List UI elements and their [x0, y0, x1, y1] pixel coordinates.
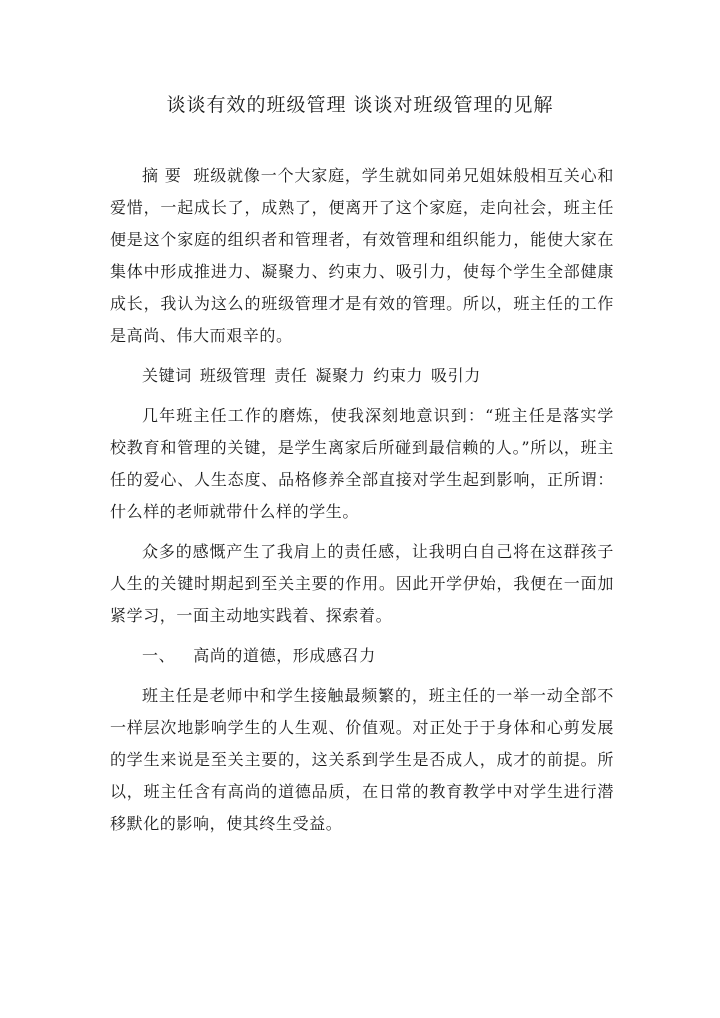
- abstract-label: 摘 要: [142, 166, 182, 185]
- keyword-item: 责任: [274, 366, 308, 385]
- keyword-item: 吸引力: [431, 366, 481, 385]
- keyword-item: 约束力: [373, 366, 424, 385]
- keywords-line: [110, 360, 614, 392]
- abstract-paragraph: [110, 160, 614, 352]
- section-heading: [110, 640, 614, 672]
- keyword-item: 班级管理: [199, 366, 267, 385]
- document-title: 谈谈有效的班级管理 谈谈对班级管理的见解: [166, 94, 554, 116]
- document-body: [110, 160, 614, 840]
- section-paragraph: 班主任是老师中和学生接触最频繁的，班主任的一举一动全部不一样层次地影响学生的人生观、价值观。对正处于于身体和心剪发展的学生来说是至关主要的，这关系到学生是否成人，成才的前提。所以，班主任含有高尚的道德品质，在日常的教育教学中对学生进行潜移默化的影响，使其终生受益。: [110, 686, 614, 833]
- body-paragraph-1: 几年班主任工作的磨炼，使我深刻地意识到：“班主任是落实学校教育和管理的关键，是学生离家后所碰到最信赖的人。”所以，班主任的爱心、人生态度、品格修养全部直接对学生起到影响，正所谓：什么样的老师就带什么样的学生。: [110, 406, 614, 521]
- body-paragraph-2: 众多的感慨产生了我肩上的责任感，让我明白自己将在这群孩子人生的关键时期起到至关主要的作用。因此开学伊始，我便在一面加紧学习，一面主动地实践着、探索着。: [110, 542, 614, 625]
- section-title: 高尚的道德，形成感召力: [193, 646, 376, 665]
- section-number: 一、: [142, 646, 176, 665]
- keywords-label: 关键词: [142, 366, 192, 385]
- abstract-text: 班级就像一个大家庭，学生就如同弟兄姐妹般相互关心和爱惜，一起成长了，成熟了，便离开了这个家庭，走向社会，班主任便是这个家庭的组织者和管理者，有效管理和组织能力，能使大家在集体中形成推进力、凝聚力、约束力、吸引力，使每个学生全部健康成长，我认为这么的班级管理才是有效的管理。所以，班主任的工作是高尚、伟大而艰辛的。: [110, 166, 614, 345]
- keyword-item: 凝聚力: [315, 366, 366, 385]
